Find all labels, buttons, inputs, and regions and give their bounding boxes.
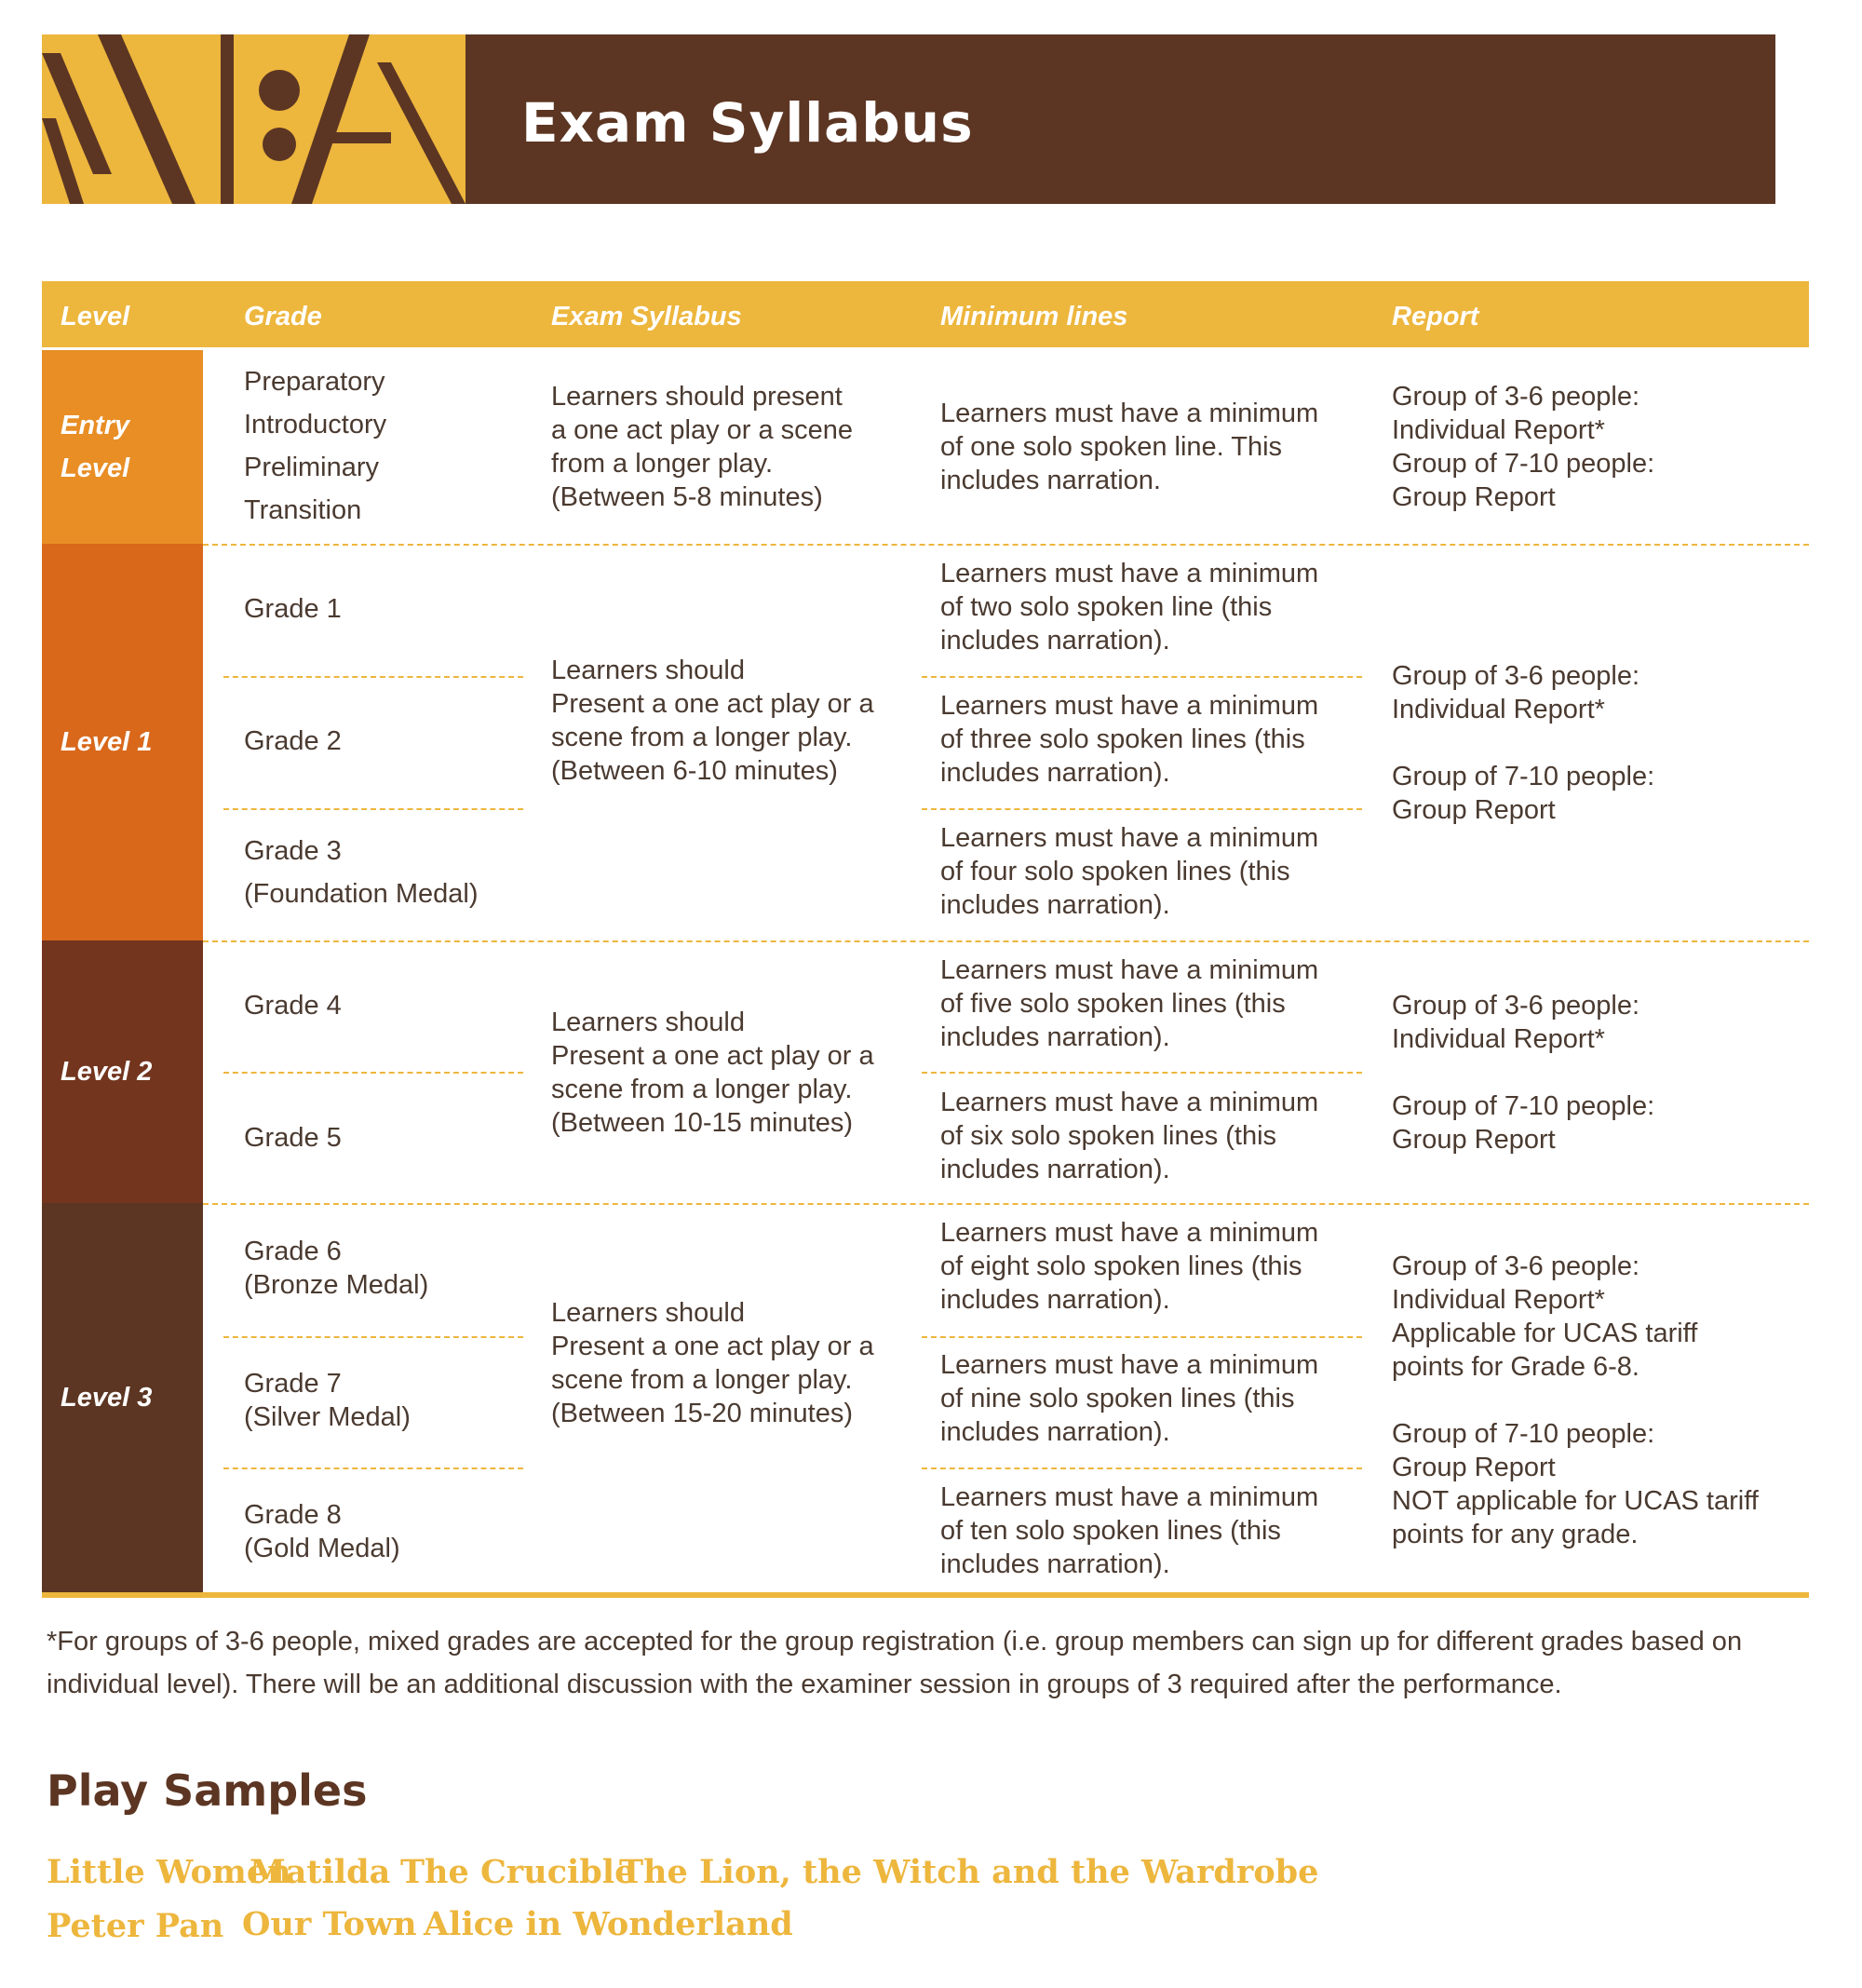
level-label-1: Level 1 [61,727,153,757]
grade-1: Grade 1 [244,594,342,624]
row-divider [203,940,1809,942]
row-divider [203,1203,1809,1205]
level-label-entry: Entry Level [61,411,130,483]
play-sample: The Crucible [400,1853,636,1891]
syllabus-entry: Learners should present a one act play or a scene from a longer play. (Between 5-8 minutes) [551,382,854,512]
syllabus-table [42,281,1809,1598]
syllabus-level-3: Learners should Present a one act play or a scene from a longer play. (Between 15-20 minutes) [551,1298,874,1428]
play-sample: Peter Pan [47,1907,224,1945]
play-sample: The Lion, the Witch and the Wardrobe [619,1853,1319,1891]
header-divider [223,347,1809,349]
column-header-report: Report [1392,302,1479,331]
syllabus-level-2: Learners should Present a one act play or a scene from a longer play. (Between 10-15 minutes) [551,1008,874,1138]
grade-divider [223,676,523,678]
grade-7: Grade 7 (Silver Medal) [244,1369,411,1432]
table-bottom-border [42,1592,1809,1598]
report-level-3: Group of 3-6 people: Individual Report* Applicable for UCAS tariff points for Grade 6-8. Group of 7-10 people: Group Report NOT applicable for UCAS tariff points for any grade. [1392,1251,1759,1549]
play-sample: Alice in Wonderland [424,1905,793,1943]
play-sample: Our Town [242,1905,417,1943]
report-level-2: Group of 3-6 people: Individual Report* Group of 7-10 people: Group Report [1392,991,1655,1155]
min-lines-grade-6: Learners must have a minimum of eight solo spoken lines (this includes narration). [940,1218,1319,1315]
lines-divider [922,1467,1362,1469]
grade-5: Grade 5 [244,1123,342,1153]
band-level-3 [42,1203,203,1592]
grade-divider [223,1336,523,1338]
min-lines-grade-7: Learners must have a minimum of nine solo spoken lines (this includes narration). [940,1350,1319,1447]
page-title: Exam Syllabus [521,91,974,155]
min-lines-grade-1: Learners must have a minimum of two solo spoken line (this includes narration). [940,559,1319,656]
nea-logo [42,34,466,204]
report-entry: Group of 3-6 people: Individual Report* Group of 7-10 people: Group Report [1392,382,1655,512]
band-entry-level [42,350,203,544]
min-lines-grade-4: Learners must have a minimum of five solo spoken lines (this includes narration). [940,955,1319,1052]
lines-divider [922,1072,1362,1074]
header-divider [42,347,205,349]
footnote: *For groups of 3-6 people, mixed grades are accepted for the group registration (i.e. group members can sign up for different grades based on individual level). There will be an additional discussion with the examiner session in groups of 3 required after the performance. [47,1627,1743,1699]
min-lines-grade-3: Learners must have a minimum of four solo spoken lines (this includes narration). [940,823,1319,920]
grade-list-entry: Preparatory Introductory Preliminary Transition [244,367,387,525]
grade-divider [223,1072,523,1074]
play-sample: Little Women [47,1853,291,1891]
min-lines-grade-2: Learners must have a minimum of three solo spoken lines (this includes narration). [940,691,1319,788]
play-sample: Matilda [250,1853,391,1891]
lines-divider [922,676,1362,678]
band-level-2 [42,940,203,1203]
column-header-level: Level [61,302,130,331]
min-lines-entry: Learners must have a minimum of one solo spoken line. This includes narration. [940,399,1319,495]
column-header-minimum-lines: Minimum lines [940,302,1128,331]
grade-divider [223,1467,523,1469]
row-divider [203,544,1809,546]
level-label-3: Level 3 [61,1383,153,1413]
band-level-1 [42,544,203,940]
grade-2: Grade 2 [244,726,342,756]
play-samples-heading: Play Samples [47,1765,368,1816]
column-header-grade: Grade [244,302,322,331]
lines-divider [922,808,1362,810]
column-header-syllabus: Exam Syllabus [551,302,742,331]
min-lines-grade-5: Learners must have a minimum of six solo spoken lines (this includes narration). [940,1088,1319,1184]
level-label-2: Level 2 [61,1057,153,1087]
report-level-1: Group of 3-6 people: Individual Report* Group of 7-10 people: Group Report [1392,661,1655,825]
min-lines-grade-8: Learners must have a minimum of ten solo spoken lines (this includes narration). [940,1482,1319,1579]
grade-4: Grade 4 [244,991,342,1021]
lines-divider [922,1336,1362,1338]
grade-6: Grade 6 (Bronze Medal) [244,1237,429,1300]
syllabus-level-1: Learners should Present a one act play or a scene from a longer play. (Between 6-10 minutes) [551,656,874,786]
grade-divider [223,808,523,810]
grade-8: Grade 8 (Gold Medal) [244,1500,400,1563]
grade-3: Grade 3 (Foundation Medal) [244,836,479,909]
